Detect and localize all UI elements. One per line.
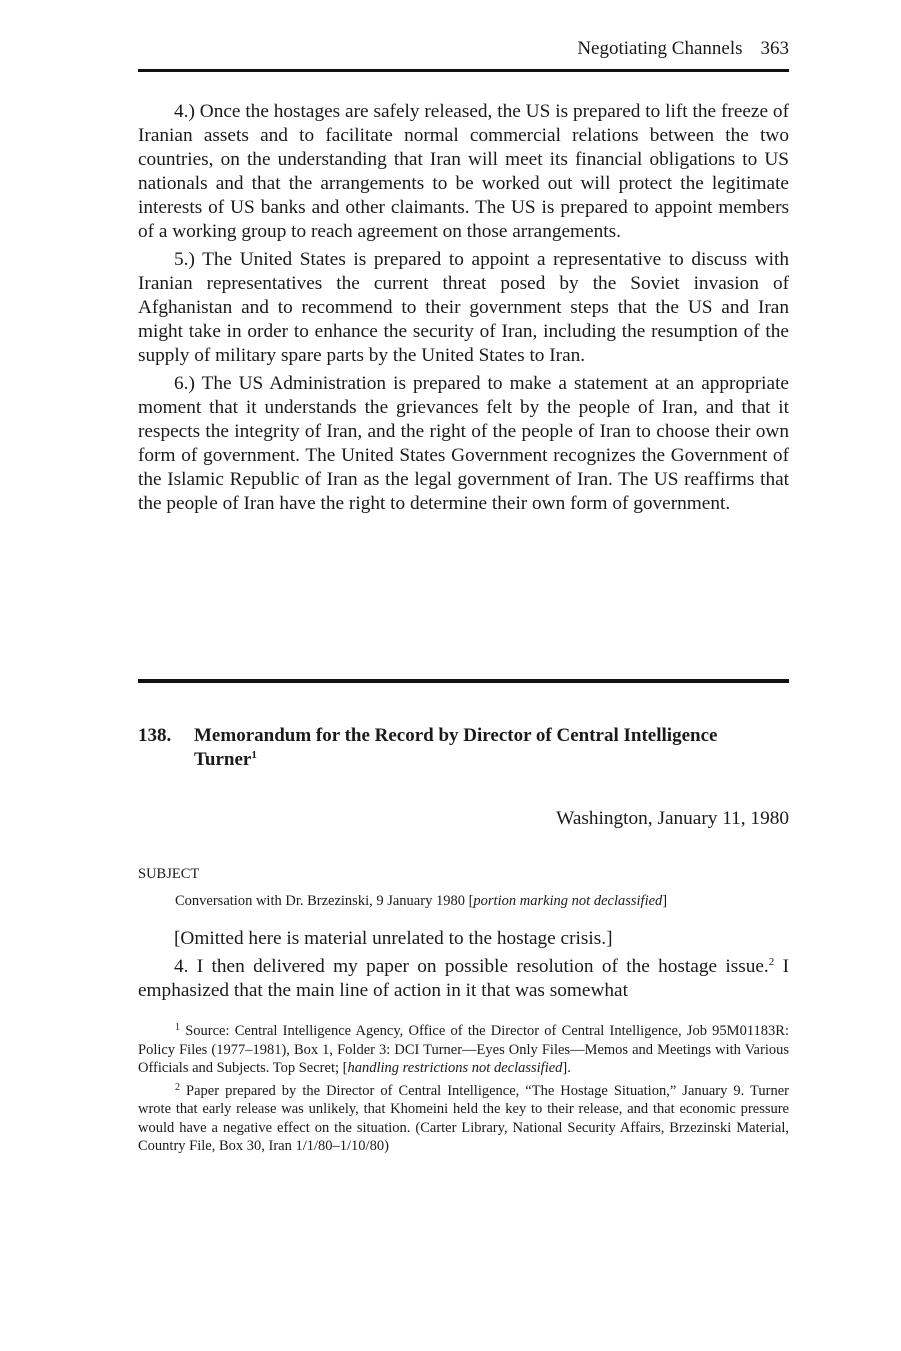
page-number: 363 (760, 38, 789, 59)
memo-paragraph-4: 4. I then delivered my paper on possible resolution of the hostage issue.$^2$ I emphasized that the main line of action in it that was somewhat (138, 956, 789, 1001)
omitted-note: [Omitted here is material unrelated to the hostage crisis.] (174, 928, 613, 949)
document-separator-rule (138, 679, 789, 683)
footnote-ref-1: 1 (251, 749, 257, 761)
continued-text (138, 100, 789, 516)
subject-line (175, 893, 667, 910)
paragraph-5: 5.) The United States is prepared to appoint a representative to discuss with Iranian representatives the current threat posed by the Soviet invasion of Afghanistan and to recommend to their government steps that the US and Iran might take in order to enhance the security of Iran, including the resumption of the supply of military spare parts by the United States to Iran. (138, 249, 789, 366)
footnote-marker-1: 1 (175, 1022, 180, 1033)
subject-label: SUBJECT (138, 866, 200, 882)
footnotes (138, 1022, 789, 1156)
paragraph-6: 6.) The US Administration is prepared to make a statement at an appropriate moment that it understands the grievances felt by the people of Iran, and that it respects the integrity of Iran, and the right of the people of Iran to choose their own form of government. The United States Government recognizes the Government of the Islamic Republic of Iran as the legal government of Iran. The US reaffirms that the people of Iran have the right to determine their own form of government. (138, 373, 789, 514)
subject-text: Conversation with Dr. Brzezinski, 9 January 1980 [ (175, 893, 474, 909)
running-head-title: Negotiating Channels (577, 38, 743, 59)
subject-close: ] (662, 893, 668, 909)
memo-body (138, 927, 789, 1003)
footnote-2: $^2$ Paper prepared by the Director of Central Intelligence, “The Hostage Situation,” January 9. Turner wrote that early release was unlikely, that Khomeini held the key to their release, and that economic pressure would have a negative effect on the situation. (Carter Library, National Security Affairs, Brzezinski Material, Country File, Box 30, Iran 1/1/80–1/10/80) (138, 1081, 789, 1154)
document-heading (138, 724, 789, 772)
footnote-ref-2: 2 (768, 956, 775, 968)
footnote-marker-2: 2 (175, 1081, 180, 1093)
header-rule (138, 69, 789, 72)
dateline: Washington, January 11, 1980 (556, 808, 789, 829)
running-head (577, 38, 789, 60)
paragraph-4: 4.) Once the hostages are safely released, the US is prepared to lift the freeze of Iranian assets and to facilitate normal commercial relations between the two countries, on the understanding that Iran will meet its financial obligations to US nationals and that the arrangements to be worked out will protect the legitimate interests of US banks and other claimants. The US is prepared to appoint members of a working group to reach agreement on those arrangements. (138, 101, 789, 242)
footnote-1: $^1$ Source: Central Intelligence Agency, Office of the Director of Central Intelligence, Job 95M01183R: Policy Files (1977–1981), Box 1, Folder 3: DCI Turner—Eyes Only Files—Memos and Meetings with Various Officials and Subjects. Top Secret; [handling restrictions not declassified]. (138, 1022, 789, 1076)
document-number: 138. (138, 725, 172, 746)
subject-marking: portion marking not declassified (473, 893, 663, 909)
document-title: Memorandum for the Record by Director of Central Intelligence Turner (194, 725, 718, 770)
